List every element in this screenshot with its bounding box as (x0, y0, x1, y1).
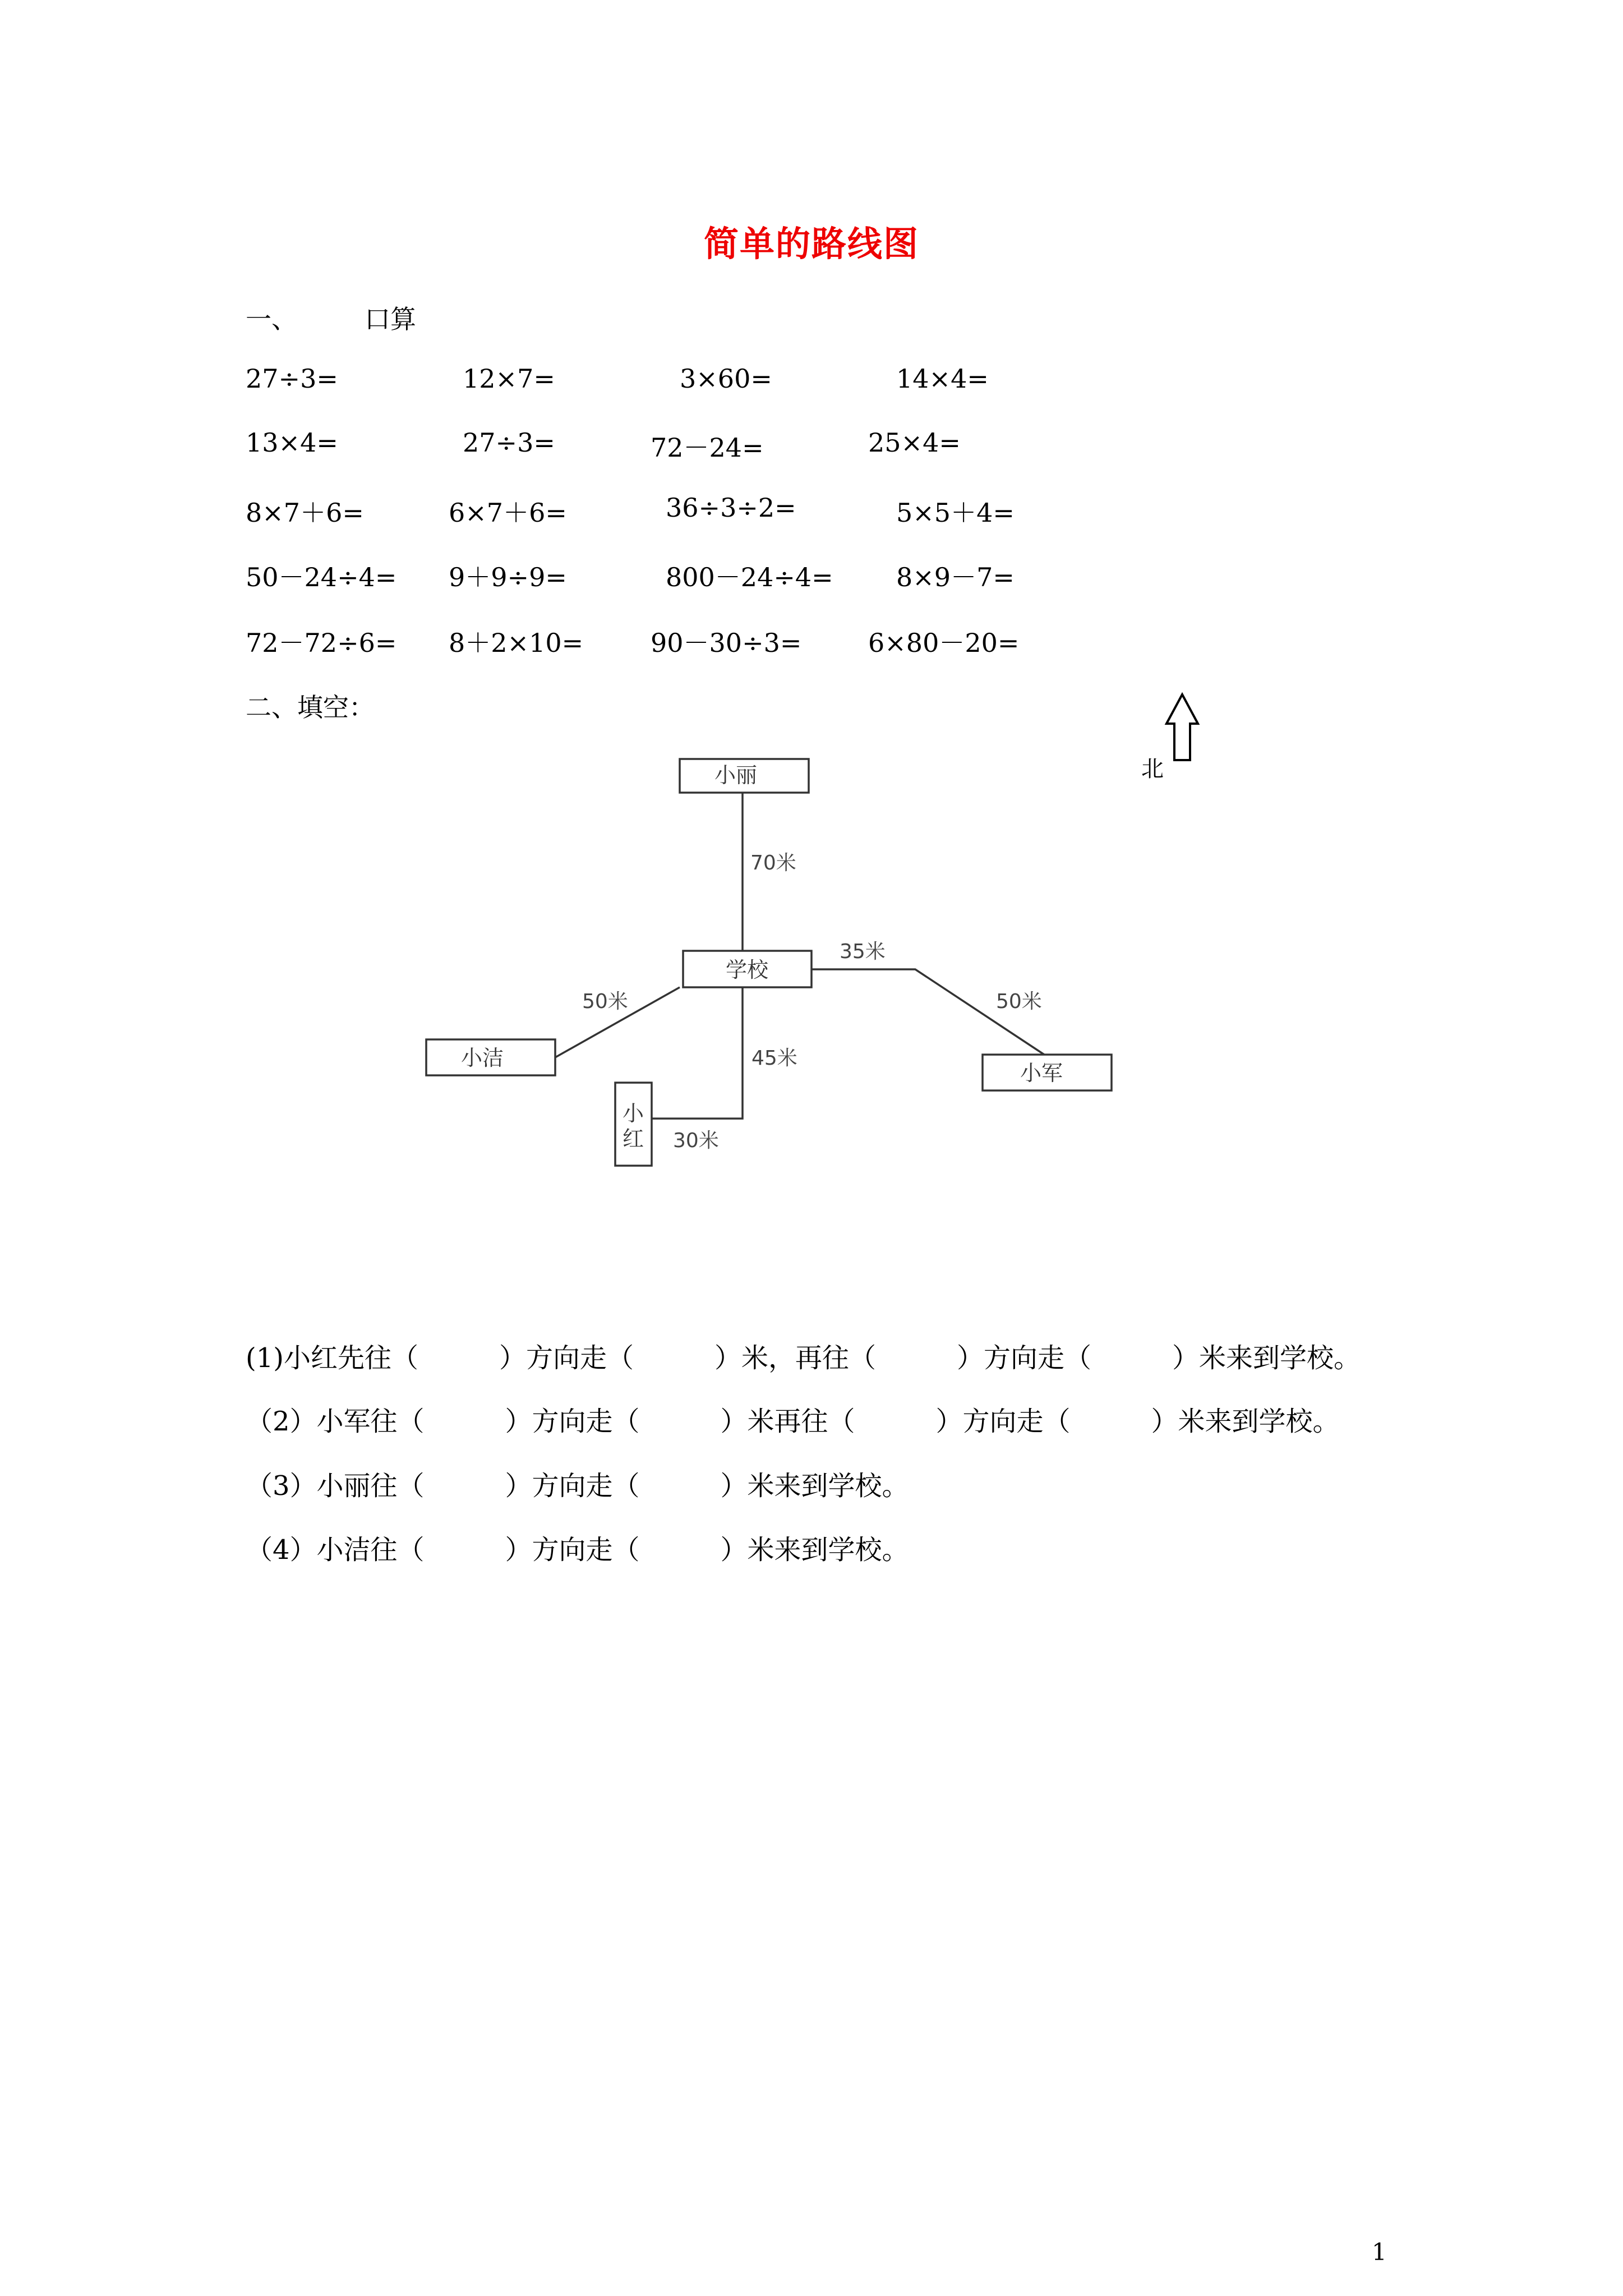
oral-item: 27÷3= (463, 427, 555, 458)
section-label: 口算 (365, 304, 416, 334)
oral-item: 25×4= (868, 427, 961, 458)
oral-item: 72－72÷6= (246, 628, 397, 658)
distance-label: 70米 (750, 852, 796, 875)
oral-item: 14×4= (896, 364, 989, 394)
distance-label: 45米 (751, 1047, 797, 1070)
oral-item: 72－24= (651, 432, 764, 463)
distance-label: 30米 (673, 1129, 719, 1152)
oral-item: 3×60= (680, 364, 772, 394)
oral-item: 27÷3= (246, 364, 338, 394)
north-arrow-icon (1166, 694, 1198, 760)
oral-item: 50－24÷4= (246, 562, 397, 592)
place-label-xiaohong: 小 (622, 1101, 644, 1126)
distance-label: 50米 (582, 990, 628, 1013)
oral-item: 36÷3÷2= (666, 493, 796, 523)
oral-item: 90－30÷3= (651, 628, 802, 658)
question-1: (1)小红先往（ ）方向走（ ）米，再往（ ）方向走（ ）米来到学校。 (246, 1342, 1361, 1374)
oral-item: 8×7＋6= (246, 498, 364, 528)
route-school-xiaohong (652, 987, 743, 1119)
oral-item: 800－24÷4= (666, 562, 833, 592)
place-label-school: 学校 (725, 958, 769, 982)
oral-item: 5×5＋4= (896, 498, 1015, 528)
question-3: （3）小丽往（ ）方向走（ ）米来到学校。 (246, 1470, 909, 1502)
oral-item: 12×7= (463, 364, 555, 394)
place-label-xiaohong: 红 (622, 1126, 644, 1151)
place-label-xiaoli: 小丽 (714, 763, 758, 788)
oral-item: 13×4= (246, 427, 338, 458)
page-number: 1 (1372, 2238, 1387, 2266)
place-label-xiaojun: 小军 (1020, 1061, 1063, 1085)
page-title: 简单的路线图 (703, 223, 919, 264)
oral-item: 8×9－7= (896, 562, 1015, 592)
distance-label: 35米 (840, 940, 886, 963)
oral-item: 8＋2×10= (449, 628, 584, 658)
oral-item: 6×7＋6= (449, 498, 567, 528)
question-4: （4）小洁往（ ）方向走（ ）米来到学校。 (246, 1534, 909, 1566)
section-number: 一、 (246, 304, 297, 334)
question-2: （2）小军往（ ）方向走（ ）米再往（ ）方向走（ ）米来到学校。 (246, 1406, 1340, 1437)
oral-item: 9＋9÷9= (449, 562, 567, 592)
north-label: 北 (1141, 756, 1164, 782)
oral-item: 6×80－20= (868, 628, 1020, 658)
place-label-xiaojie: 小洁 (460, 1046, 504, 1070)
distance-label: 50米 (996, 990, 1042, 1013)
section-fill-heading: 二、填空： (246, 692, 375, 723)
